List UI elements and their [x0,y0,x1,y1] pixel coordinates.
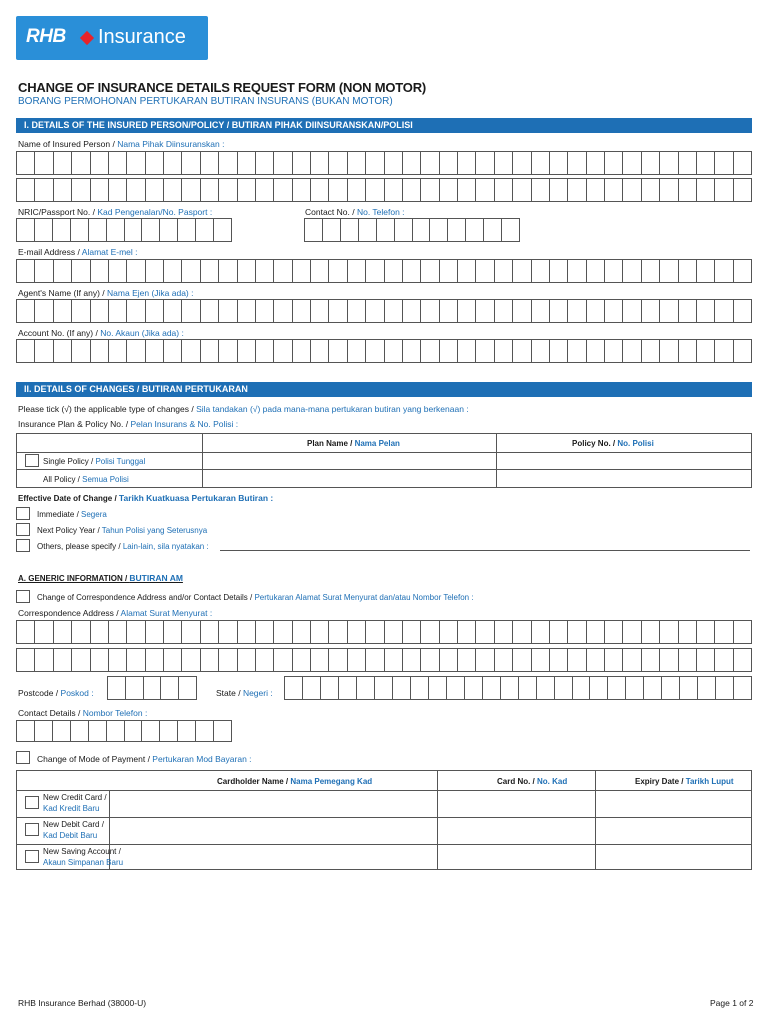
new-credit-card-checkbox[interactable] [25,796,39,809]
next-policy-year-checkbox[interactable] [16,523,30,536]
immediate-label: Immediate / Segera [37,510,107,519]
tick-instruction: Please tick (√) the applicable type of changes / Sila tandakan (√) pada mana-mana pertukaran butiran yang berkenaan : [18,404,469,414]
logo-brand: RHB [26,26,66,47]
contact-details-label: Contact Details / Nombor Telefon : [18,708,148,718]
insured-name-label: Name of Insured Person / Nama Pihak Diinsuranskan : [18,139,225,149]
effective-date-label: Effective Date of Change / Tarikh Kuatkuasa Pertukaran Butiran : [18,493,274,503]
section-1-header: I. DETAILS OF THE INSURED PERSON/POLICY / BUTIRAN PIHAK DIINSURANSKAN/POLISI [16,118,752,133]
address-boxes-row1[interactable] [16,620,752,644]
plan-policy-table [16,433,752,488]
single-policy-label: Single Policy / Polisi Tunggal [43,457,146,466]
form-title: CHANGE OF INSURANCE DETAILS REQUEST FORM (NON MOTOR) [18,80,427,95]
postcode-label: Postcode / Poskod : [18,688,94,698]
new-debit-card-label: New Debit Card / Kad Debit Baru [43,820,104,840]
email-boxes[interactable] [16,259,752,283]
cardholder-name-header: Cardholder Name / Nama Pemegang Kad [217,777,373,786]
agent-name-boxes[interactable] [16,299,752,323]
contact-no-boxes[interactable] [304,218,520,242]
others-label: Others, please specify / Lain-lain, sila nyatakan : [37,542,209,551]
contact-details-boxes[interactable] [16,720,232,742]
new-credit-card-label: New Credit Card / Kad Kredit Baru [43,793,107,813]
nric-boxes[interactable] [16,218,232,242]
agent-name-label: Agent's Name (If any) / Nama Ejen (Jika ada) : [18,288,194,298]
plan-name-header: Plan Name / Nama Pelan [307,439,400,448]
payment-mode-label: Change of Mode of Payment / Pertukaran Mod Bayaran : [37,754,252,764]
postcode-boxes[interactable] [107,676,197,700]
diamond-icon [80,31,94,45]
new-saving-account-label: New Saving Account / Akaun Simpanan Baru [43,847,124,867]
insured-name-boxes-row1[interactable] [16,151,752,175]
address-change-label: Change of Correspondence Address and/or Contact Details / Pertukaran Alamat Surat Menyurat dan/atau Nombor Telefon : [37,593,474,602]
all-policy-label: All Policy / Semua Polisi [43,475,129,484]
footer-company: RHB Insurance Berhad (38000-U) [18,998,147,1008]
insured-name-boxes-row2[interactable] [16,178,752,202]
next-policy-year-label: Next Policy Year / Tahun Polisi yang Seterusnya [37,526,208,535]
single-policy-checkbox[interactable] [25,454,39,467]
policy-no-header: Policy No. / No. Polisi [572,439,654,448]
card-no-header: Card No. / No. Kad [497,777,568,786]
section-2-header: II. DETAILS OF CHANGES / BUTIRAN PERTUKARAN [16,382,752,397]
contact-no-label: Contact No. / No. Telefon : [305,207,405,217]
account-no-boxes[interactable] [16,339,752,363]
others-checkbox[interactable] [16,539,30,552]
account-no-label: Account No. (If any) / No. Akaun (Jika ada) : [18,328,184,338]
logo-product: Insurance [98,26,186,48]
footer-page-number: Page 1 of 2 [710,998,754,1008]
email-label: E-mail Address / Alamat E-mel : [18,247,138,257]
state-boxes[interactable] [284,676,752,700]
expiry-date-header: Expiry Date / Tarikh Luput [635,777,734,786]
new-debit-card-checkbox[interactable] [25,823,39,836]
rhb-insurance-logo [16,16,208,60]
others-specify-line[interactable] [220,550,750,551]
address-boxes-row2[interactable] [16,648,752,672]
payment-mode-checkbox[interactable] [16,751,30,764]
correspondence-address-label: Correspondence Address / Alamat Surat Menyurat : [18,608,213,618]
generic-info-title: A. GENERIC INFORMATION / BUTIRAN AM [18,573,183,583]
plan-policy-label: Insurance Plan & Policy No. / Pelan Insurans & No. Polisi : [18,419,239,429]
immediate-checkbox[interactable] [16,507,30,520]
payment-table [16,770,752,870]
new-saving-account-checkbox[interactable] [25,850,39,863]
address-change-checkbox[interactable] [16,590,30,603]
state-label: State / Negeri : [216,688,273,698]
form-subtitle: BORANG PERMOHONAN PERTUKARAN BUTIRAN INSURANS (BUKAN MOTOR) [18,96,393,107]
nric-label: NRIC/Passport No. / Kad Pengenalan/No. Pasport : [18,207,213,217]
